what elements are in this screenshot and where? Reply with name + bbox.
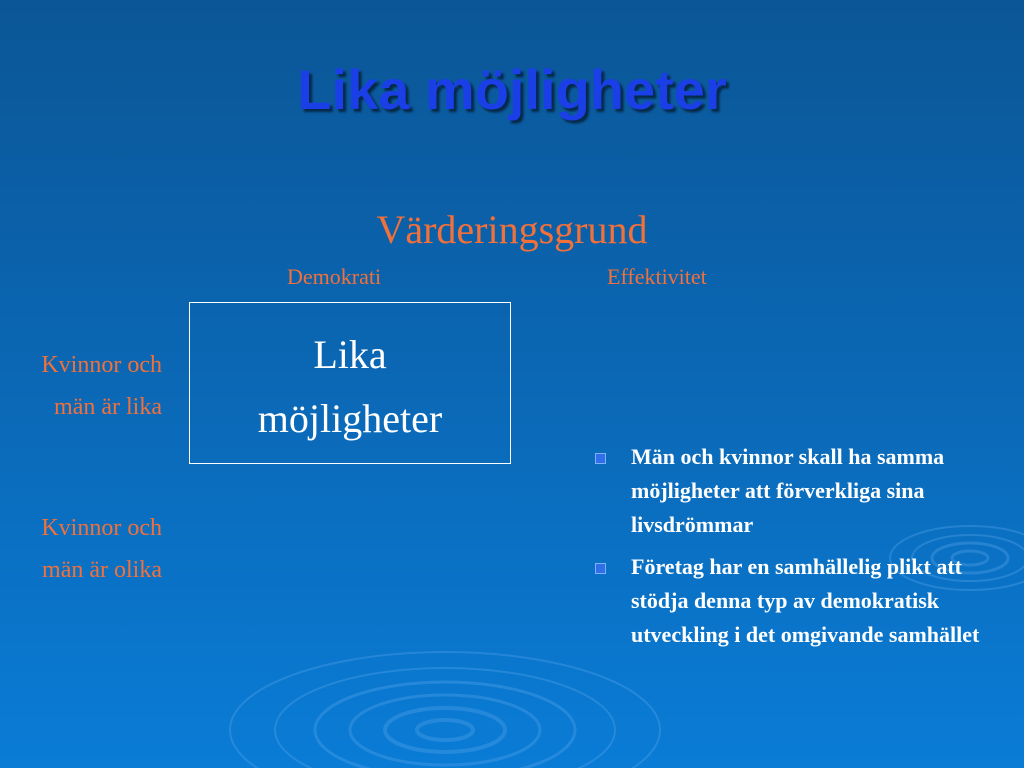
box-line-2: möjligheter <box>257 396 443 441</box>
row-label-different-line-2: män är olika <box>42 557 162 583</box>
row-label-equal-line-1: Kvinnor och <box>41 352 162 378</box>
bullet-item <box>593 440 1013 542</box>
square-bullet-icon <box>595 563 606 574</box>
row-label-different-line-1: Kvinnor och <box>41 515 162 541</box>
slide-title: Lika möjligheter <box>297 58 727 121</box>
slide-subtitle: Värderingsgrund <box>376 207 648 252</box>
bullet-item <box>593 550 1013 652</box>
equal-opportunities-box <box>189 302 511 464</box>
row-label-equal <box>41 344 162 428</box>
square-bullet-icon <box>595 453 606 464</box>
column-label-efficiency: Effektivitet <box>607 264 707 289</box>
bullet-list <box>593 440 1013 660</box>
bullet-text: Företag har en samhällelig plikt att stödja denna typ av demokratisk utveckling i det omgivande samhället <box>631 554 980 647</box>
column-label-democracy: Demokrati <box>287 264 382 289</box>
row-label-different <box>41 507 162 591</box>
box-line-1: Lika <box>313 332 387 377</box>
row-label-equal-line-2: män är lika <box>54 394 162 420</box>
bullet-text: Män och kvinnor skall ha samma möjligheter att förverkliga sina livsdrömmar <box>631 444 945 537</box>
